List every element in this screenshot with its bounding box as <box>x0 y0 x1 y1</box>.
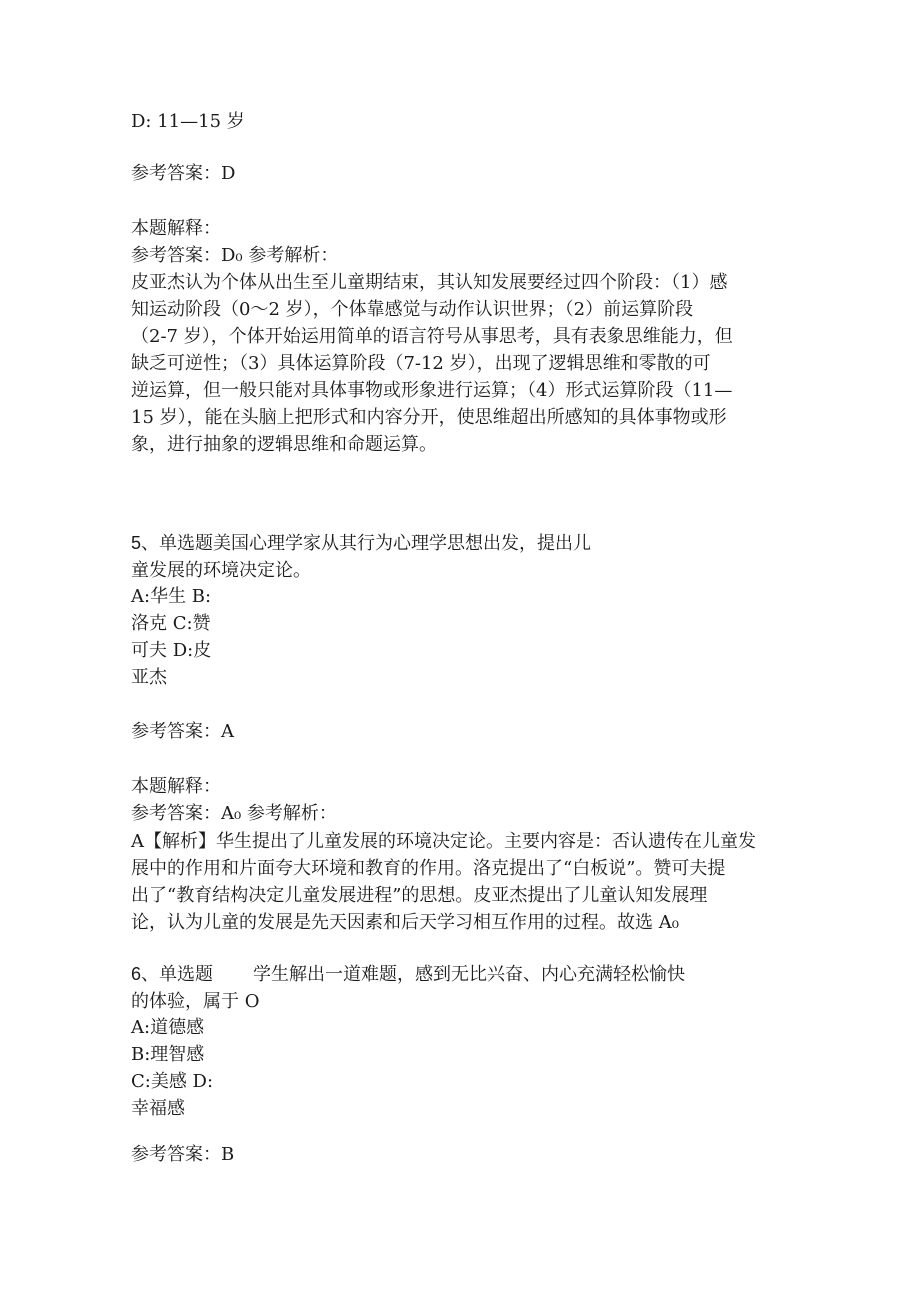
q5-option-line: 洛克 C:赞 <box>131 613 211 634</box>
q5-explain-line: A【解析】华生提出了儿童发展的环境决定论。主要内容是：否认遗传在儿童发 <box>131 831 756 852</box>
q4-explain-line: （2-7 岁），个体开始运用简单的语言符号从事思考，具有表象思维能力，但 <box>131 326 733 347</box>
q4-option-d: D: 11—15 岁 <box>131 111 245 132</box>
q4-explain-line: 缺乏可逆性；（3）具体运算阶段（7-12 岁），出现了逻辑思维和零散的可 <box>131 353 711 374</box>
q5-explain-line: 论，认为儿童的发展是先天因素和后天学习相互作用的过程。故选 A₀ <box>131 912 679 933</box>
q6-answer: 参考答案：B <box>131 1144 235 1165</box>
q6-options <box>131 1014 213 1122</box>
q5-explain-line: 出了“教育结构决定儿童发展进程”的思想。皮亚杰提出了儿童认知发展理 <box>131 885 708 906</box>
q5-explain-line: 展中的作用和片面夸大环境和教育的作用。洛克提出了“白板说”。赞可夫提 <box>131 858 726 879</box>
q5-option-line: 亚杰 <box>131 667 167 688</box>
q4-explain-title: 本题解释： <box>131 218 221 239</box>
q5-explain-answer: 参考答案：A₀ 参考解析： <box>131 803 337 824</box>
q5-option-line: A:华生 B: <box>131 586 212 607</box>
q5-explain-title: 本题解释： <box>131 776 221 797</box>
q4-explain-line: 15 岁），能在头脑上把形式和内容分开，使思维超出所感知的具体事物或形 <box>131 407 727 428</box>
q6-option-line: 幸福感 <box>131 1098 185 1119</box>
q4-explain-answer: 参考答案：D₀ 参考解析： <box>131 245 339 266</box>
q4-explain-line: 象，进行抽象的逻辑思维和命题运算。 <box>131 434 437 455</box>
q5-stem-line1 <box>131 530 591 557</box>
q6-type: 单选题 <box>159 964 214 985</box>
q5-options <box>131 583 211 691</box>
q4-answer: 参考答案：D <box>131 163 236 184</box>
q6-option-line: C:美感 D: <box>131 1071 214 1092</box>
q4-explain-line: 逆运算，但一般只能对具体事物或形象进行运算；（4）形式运算阶段（11— <box>131 380 733 401</box>
q6-stem-line1 <box>131 961 685 988</box>
q5-number: 5、 <box>131 533 160 553</box>
q5-stem-text: 单选题美国心理学家从其行为心理学思想出发，提出儿 <box>159 533 592 554</box>
q6-option-line: A:道德感 <box>131 1017 205 1038</box>
q4-explain-line: 知运动阶段（0～2 岁），个体靠感觉与动作认识世界；（2）前运算阶段 <box>131 299 694 320</box>
q4-explain-line: 皮亚杰认为个体从出生至儿童期结束，其认知发展要经过四个阶段：（1）感 <box>131 272 728 293</box>
q5-option-line: 可夫 D:皮 <box>131 640 212 661</box>
q5-explanation <box>131 828 756 936</box>
q5-answer: 参考答案：A <box>131 721 234 742</box>
q5-stem-line2: 童发展的环境决定论。 <box>131 560 311 581</box>
q6-stem-text: 学生解出一道难题，感到无比兴奋、内心充满轻松愉快 <box>253 964 686 985</box>
q6-option-line: B:理智感 <box>131 1044 205 1065</box>
q6-stem-line2: 的体验，属于 O <box>131 991 260 1012</box>
q6-number: 6、 <box>131 964 160 984</box>
q4-explanation <box>131 269 733 458</box>
